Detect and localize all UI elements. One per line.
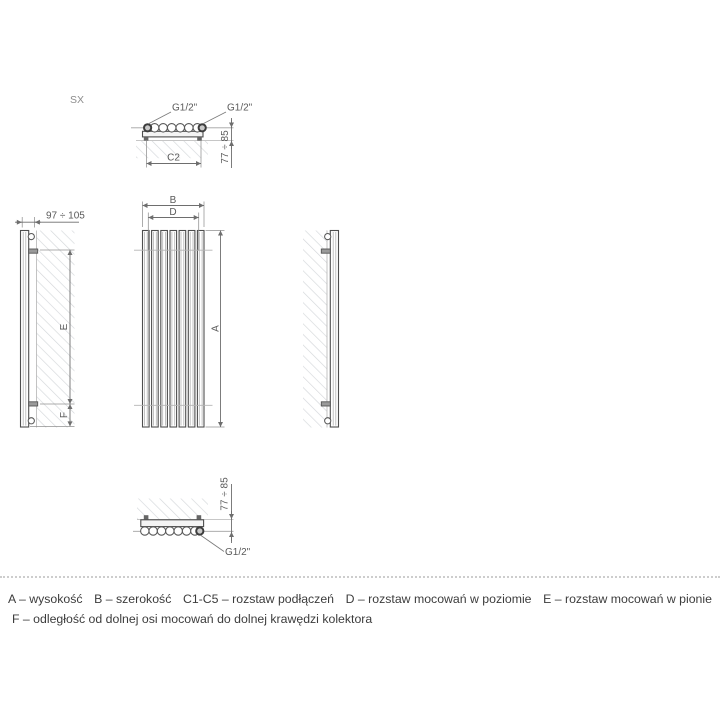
dim-label-d: D <box>169 207 177 218</box>
mounting-hole <box>325 418 331 424</box>
right-side-view <box>303 231 339 428</box>
connection-right <box>199 124 206 131</box>
legend-item-c: C1-C5 – rozstaw podłączeń <box>182 592 335 606</box>
bottom-view <box>133 477 251 558</box>
bracket-foot <box>144 515 149 519</box>
mounting-hole <box>28 418 34 424</box>
tube-circles <box>141 527 204 535</box>
mounting-hole <box>325 234 331 240</box>
thread-label-top-left: G1/2" <box>172 102 198 114</box>
dimension-legend <box>0 590 720 628</box>
front-view <box>134 195 225 427</box>
dim-label-e: E <box>59 323 70 331</box>
legend-item-f: F – odległość od dolnej osi mocowań do dolnej krawędzi kolektora <box>12 612 373 626</box>
dotted-divider <box>0 576 720 578</box>
connection-right <box>196 527 203 534</box>
dim-label-wall-distance: 97 ÷ 105 <box>46 210 85 222</box>
vertical-tubes <box>143 231 205 428</box>
leader-line <box>204 112 227 124</box>
bracket-foot <box>144 137 149 140</box>
leader-line <box>201 536 224 552</box>
top-view <box>131 103 253 169</box>
bracket-foot <box>197 137 202 140</box>
wall-bracket <box>29 249 38 253</box>
wall-bracket <box>29 402 38 406</box>
dim-label-b: B <box>169 195 177 206</box>
legend-item-b: B – szerokość <box>94 592 172 606</box>
dim-label-depth-top: 77 ÷ 85 <box>220 130 231 164</box>
legend-item-e: E – rozstaw mocowań w pionie <box>543 592 712 606</box>
dim-label-a: A <box>210 325 222 332</box>
dim-label-f: F <box>59 411 70 419</box>
legend-item-d: D – rozstaw mocowań w poziomie <box>345 592 532 606</box>
dim-label-depth-bottom: 77 ÷ 85 <box>219 477 231 511</box>
wall-bracket <box>321 249 330 253</box>
dim-label-c2: C2 <box>167 152 180 164</box>
bracket-foot <box>197 515 202 519</box>
radiator-profile <box>21 231 29 428</box>
variant-label: SX <box>70 94 85 106</box>
thread-label-bottom: G1/2" <box>225 547 251 558</box>
tube-circles <box>144 124 206 133</box>
legend-row-2 <box>0 610 720 628</box>
legend-item-a: A – wysokość <box>8 592 83 606</box>
collector-bar <box>141 520 204 527</box>
mounting-hole <box>28 234 34 240</box>
radiator-profile <box>330 231 338 428</box>
thread-label-top-right: G1/2" <box>227 102 253 114</box>
leader-line <box>149 112 171 124</box>
wall-hatch <box>303 231 327 428</box>
legend-row-1 <box>0 590 720 608</box>
left-side-view <box>15 211 85 428</box>
connection-left <box>144 124 151 131</box>
wall-bracket <box>321 402 330 406</box>
